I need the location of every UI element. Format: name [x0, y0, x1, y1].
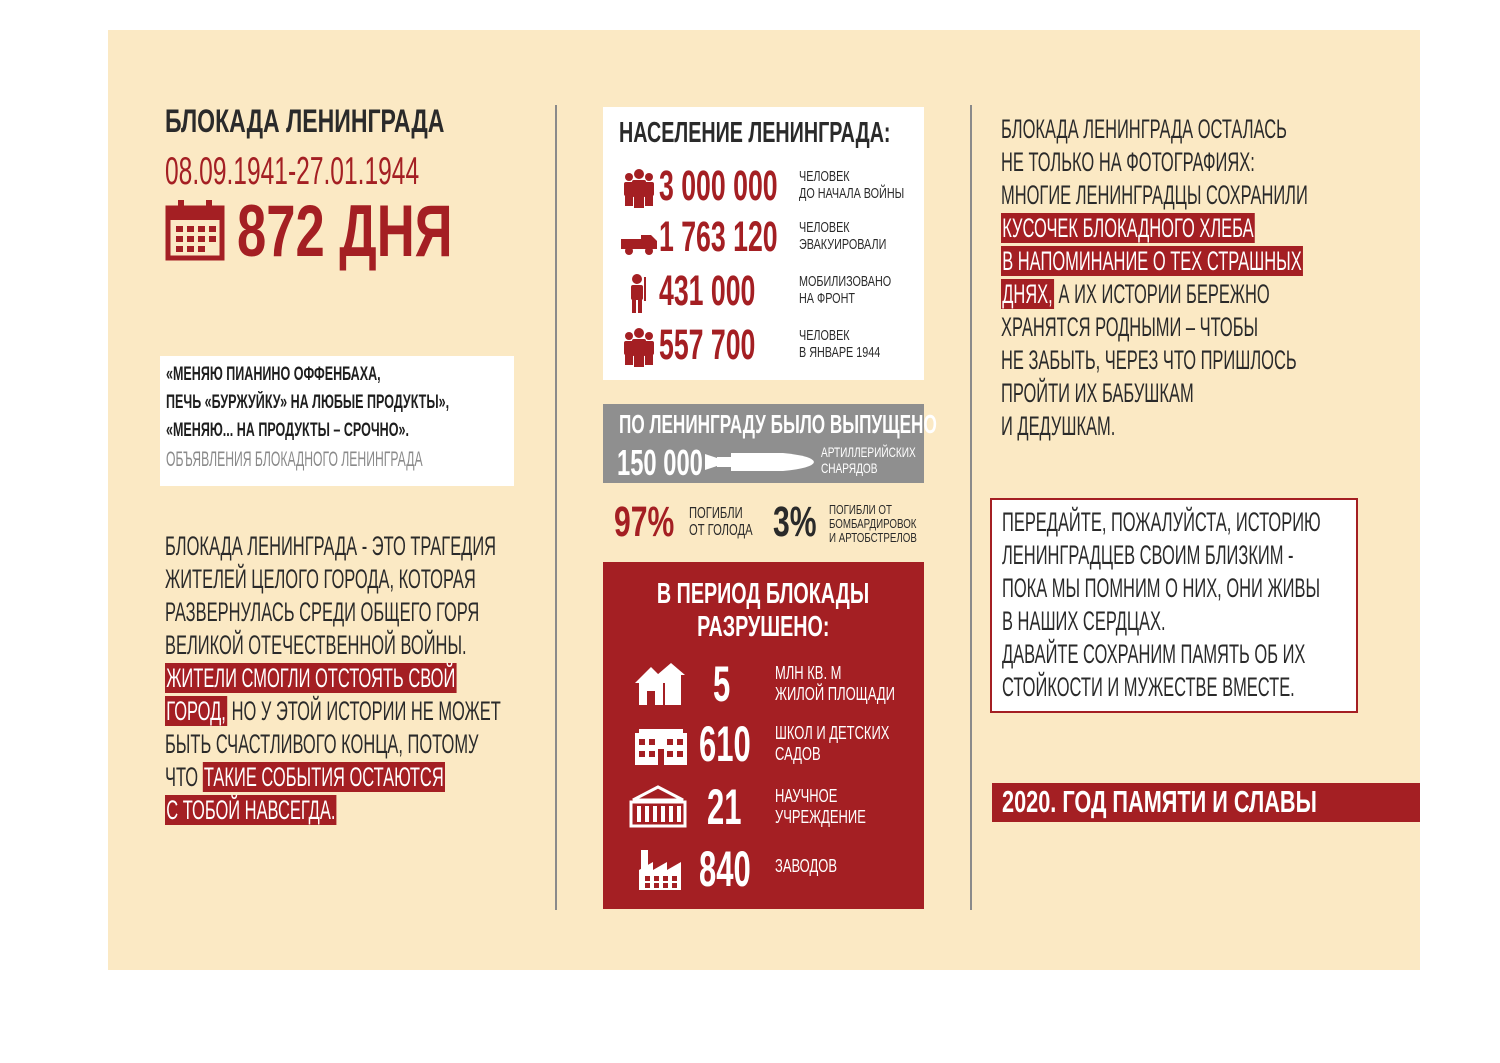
story-highlight: С ТОБОЙ НАВСЕГДА. — [166, 795, 336, 825]
destroyed-row: 610 ШКОЛ И ДЕТСКИХ САДОВ — [603, 717, 924, 777]
artillery-shell-icon — [703, 448, 815, 476]
population-row: 3 000 000 ЧЕЛОВЕК ДО НАЧАЛА ВОЙНЫ — [621, 162, 921, 212]
memory-text: БЛОКАДА ЛЕНИНГРАДА ОСТАЛАСЬ НЕ ТОЛЬКО НА ФОТОГРАФИЯХ: МНОГИЕ ЛЕНИНГРАДЦЫ СОХРАНИЛИ КУСОЧЕК БЛОКАДНОГО ХЛЕБА В НАПОМИНАНИЕ О ТЕХ СТРАШНЫХ ДНЯХ, А ИХ ИСТОРИИ БЕРЕЖНО ХРАНЯТСЯ РОДНЫМИ – ЧТОБЫ НЕ ЗАБЫТЬ, ЧЕРЕЗ ЧТО ПРИШЛОСЬ ПРОЙТИ ИХ БАБУШКАМ И ДЕДУШКАМ. — [1001, 114, 1308, 441]
soldier-icon — [621, 273, 657, 313]
hunger-label: ПОГИБЛИ ОТ ГОЛОДА — [689, 505, 753, 539]
school-icon — [627, 721, 693, 767]
destroyed-row: 840 ЗАВОДОВ — [603, 842, 924, 902]
memory-highlight: КУСОЧЕК БЛОКАДНОГО ХЛЕБА — [1002, 213, 1254, 243]
calendar-icon — [165, 198, 225, 262]
destroyed-row: 21 НАУЧНОЕ УЧРЕЖДЕНИЕ — [603, 780, 924, 840]
blockade-dates: 08.09.1941-27.01.1944 — [165, 150, 420, 193]
quote-line: ПЕЧЬ «БУРЖУЙКУ» НА ЛЮБЫЕ ПРОДУКТЫ», — [166, 392, 450, 413]
column-divider-right — [970, 105, 972, 910]
factory-icon — [633, 846, 699, 892]
institute-icon — [625, 784, 691, 830]
appeal-text: ПЕРЕДАЙТЕ, ПОЖАЛУЙСТА, ИСТОРИЮ ЛЕНИНГРАДЦЕВ СВОИМ БЛИЗКИМ - ПОКА МЫ ПОМНИМ О НИХ, ОНИ ЖИВЫ В НАШИХ СЕРДЦАХ. ДАВАЙТЕ СОХРАНИМ ПАМЯТЬ ОБ ИХ СТОЙКОСТИ И МУЖЕСТВЕ ВМЕСТЕ. — [1002, 507, 1321, 702]
hunger-percent: 97% — [614, 498, 675, 546]
year-banner: 2020. ГОД ПАМЯТИ И СЛАВЫ — [992, 783, 1420, 822]
destroyed-row: 5 МЛН КВ. М ЖИЛОЙ ПЛОЩАДИ — [603, 657, 924, 717]
story-highlight: ТАКИЕ СОБЫТИЯ ОСТАЮТСЯ — [203, 762, 444, 792]
truck-icon — [621, 223, 657, 263]
quote-box — [160, 356, 514, 486]
population-heading: НАСЕЛЕНИЕ ЛЕНИНГРАДА: — [619, 117, 891, 149]
destroyed-heading: РАЗРУШЕНО: — [697, 611, 830, 643]
population-row: 557 700 ЧЕЛОВЕК В ЯНВАРЕ 1944 — [621, 321, 921, 371]
people-group-icon — [621, 168, 657, 208]
quote-line: «МЕНЯЮ... НА ПРОДУКТЫ – СРОЧНО». — [166, 420, 409, 441]
population-box — [603, 107, 924, 380]
appeal-box — [990, 498, 1358, 713]
houses-icon — [627, 661, 693, 707]
blockade-days: 872 ДНЯ — [237, 191, 453, 272]
shells-value: 150 000 — [617, 442, 703, 483]
bombing-percent: 3% — [773, 498, 817, 546]
story-highlight: ГОРОД, — [166, 696, 226, 726]
quote-line: «МЕНЯЮ ПИАНИНО ОФФЕНБАХА, — [166, 364, 381, 385]
people-group-icon — [621, 327, 657, 367]
destroyed-heading: В ПЕРИОД БЛОКАДЫ — [657, 578, 870, 610]
destroyed-box — [603, 562, 924, 909]
quote-source: ОБЪЯВЛЕНИЯ БЛОКАДНОГО ЛЕНИНГРАДА — [166, 448, 423, 471]
memory-highlight: ДНЯХ, — [1002, 279, 1053, 309]
bombing-label: ПОГИБЛИ ОТ БОМБАРДИРОВОК И АРТОБСТРЕЛОВ — [829, 502, 917, 545]
shells-heading: ПО ЛЕНИНГРАДУ БЫЛО ВЫПУЩЕНО — [619, 409, 937, 439]
shells-label: АРТИЛЛЕРИЙСКИХ СНАРЯДОВ — [821, 444, 916, 476]
story-text: БЛОКАДА ЛЕНИНГРАДА - ЭТО ТРАГЕДИЯ ЖИТЕЛЕЙ ЦЕЛОГО ГОРОДА, КОТОРАЯ РАЗВЕРНУЛАСЬ СРЕДИ ОБЩЕГО ГОРЯ ВЕЛИКОЙ ОТЕЧЕСТВЕННОЙ ВОЙНЫ. ЖИТЕЛИ СМОГЛИ ОТСТОЯТЬ СВОЙ ГОРОД, НО У ЭТОЙ ИСТОРИИ НЕ МОЖЕТ БЫТЬ СЧАСТЛИВОГО КОНЦА, ПОТОМУ ЧТО ТАКИЕ СОБЫТИЯ ОСТАЮТСЯ С ТОБОЙ НАВСЕГДА. — [165, 531, 501, 825]
population-row: 431 000 МОБИЛИЗОВАНО НА ФРОНТ — [621, 267, 921, 317]
poster-title: БЛОКАДА ЛЕНИНГРАДА — [165, 103, 445, 139]
population-row: 1 763 120 ЧЕЛОВЕК ЭВАКУИРОВАЛИ — [621, 213, 921, 263]
memory-highlight: В НАПОМИНАНИЕ О ТЕХ СТРАШНЫХ — [1002, 246, 1302, 276]
story-highlight: ЖИТЕЛИ СМОГЛИ ОТСТОЯТЬ СВОЙ — [166, 663, 456, 693]
shells-box — [603, 404, 937, 483]
